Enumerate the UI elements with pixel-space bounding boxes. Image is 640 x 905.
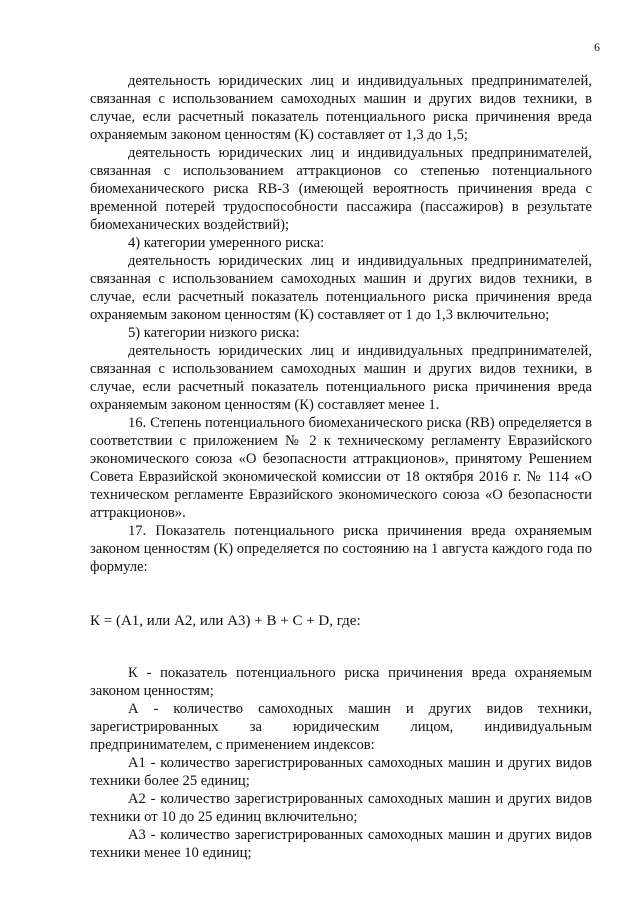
paragraph: деятельность юридических лиц и индивидуальных предпринимателей, связанная с использованием аттракционов со степенью потенциального биомеханического риска RB-3 (имеющей вероятность причинения вреда с временной потерей трудоспособности пассажира (пассажиров) в результате биомеханических воздействий);	[90, 145, 592, 233]
formula: К = (А1, или А2, или А3) + В + С + D, где:	[90, 613, 361, 629]
paragraph: 16. Степень потенциального биомеханического риска (RB) определяется в соответствии с приложением № 2 к техническому регламенту Евразийского экономического союза «О безопасности аттракционов», принятому Решением Совета Евразийской экономической комиссии от 18 октября 2016 г. № 114 «О техническом регламенте Евразийского экономического союза «О безопасности аттракционов».	[90, 415, 592, 521]
document-body	[90, 72, 592, 862]
definition: А1 - количество зарегистрированных самоходных машин и других видов техники более 25 единиц;	[90, 755, 592, 789]
list-heading: 5) категории низкого риска:	[128, 325, 300, 341]
definition: А - количество самоходных машин и других видов техники, зарегистрированных за юридическим лицом, индивидуальным предпринимателем, с применением индексов:	[90, 701, 592, 753]
definition: А2 - количество зарегистрированных самоходных машин и других видов техники от 10 до 25 единиц включительно;	[90, 791, 592, 825]
paragraph: деятельность юридических лиц и индивидуальных предпринимателей, связанная с использованием самоходных машин и других видов техники, в случае, если расчетный показатель потенциального риска причинения вреда охраняемым законом ценностям (К) составляет от 1 до 1,3 включительно;	[90, 253, 592, 323]
definition: К - показатель потенциального риска причинения вреда охраняемым законом ценностям;	[90, 665, 592, 699]
list-heading: 4) категории умеренного риска:	[128, 235, 325, 251]
paragraph: деятельность юридических лиц и индивидуальных предпринимателей, связанная с использованием самоходных машин и других видов техники, в случае, если расчетный показатель потенциального риска причинения вреда охраняемым законом ценностям (К) составляет менее 1.	[90, 343, 592, 413]
paragraph: 17. Показатель потенциального риска причинения вреда охраняемым законом ценностям (К) определяется по состоянию на 1 августа каждого года по формуле:	[90, 523, 592, 575]
definition: А3 - количество зарегистрированных самоходных машин и других видов техники менее 10 единиц;	[90, 827, 592, 861]
paragraph: деятельность юридических лиц и индивидуальных предпринимателей, связанная с использованием самоходных машин и других видов техники, в случае, если расчетный показатель потенциального риска причинения вреда охраняемым законом ценностям (К) составляет от 1,3 до 1,5;	[90, 73, 592, 143]
page-number: 6	[594, 40, 600, 54]
